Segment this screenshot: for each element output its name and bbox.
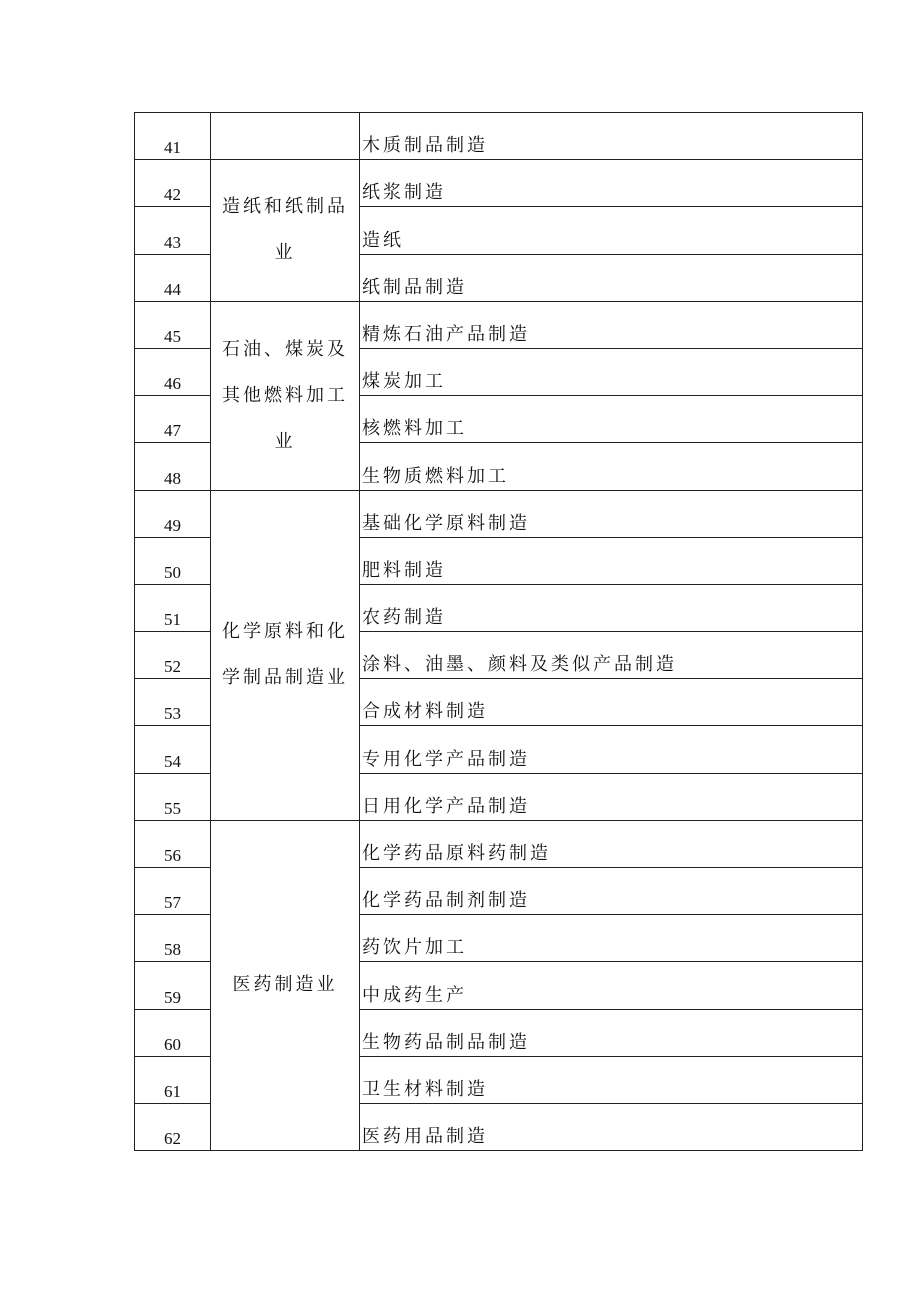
table-row: [135, 113, 863, 160]
category-label: 医药制造业: [232, 974, 338, 996]
item-name: 日用化学产品制造: [360, 773, 863, 820]
row-number: 48: [135, 443, 211, 490]
table-row: [135, 820, 863, 867]
item-name: 基础化学原料制造: [360, 490, 863, 537]
item-name: 农药制造: [360, 584, 863, 631]
table-row: [135, 160, 863, 207]
item-name: 木质制品制造: [360, 113, 863, 160]
row-number: 62: [135, 1103, 211, 1150]
category-cell: [211, 490, 360, 820]
table-row: [135, 301, 863, 348]
item-name: 化学药品原料药制造: [360, 820, 863, 867]
row-number: 57: [135, 868, 211, 915]
row-number: 61: [135, 1056, 211, 1103]
row-number: 44: [135, 254, 211, 301]
item-name: 合成材料制造: [360, 679, 863, 726]
row-number: 42: [135, 160, 211, 207]
category-label: 化学原料和化学制品制造业: [222, 621, 348, 689]
row-number: 59: [135, 962, 211, 1009]
category-cell-empty: [211, 113, 360, 160]
row-number: 45: [135, 301, 211, 348]
category-label: 造纸和纸制品业: [222, 196, 348, 264]
row-number: 43: [135, 207, 211, 254]
row-number: 50: [135, 537, 211, 584]
row-number: 49: [135, 490, 211, 537]
item-name: 核燃料加工: [360, 396, 863, 443]
item-name: 精炼石油产品制造: [360, 301, 863, 348]
row-number: 51: [135, 584, 211, 631]
row-number: 41: [135, 113, 211, 160]
row-number: 54: [135, 726, 211, 773]
item-name: 纸浆制造: [360, 160, 863, 207]
row-number: 46: [135, 348, 211, 395]
item-name: 卫生材料制造: [360, 1056, 863, 1103]
item-name: 涂料、油墨、颜料及类似产品制造: [360, 632, 863, 679]
item-name: 化学药品制剂制造: [360, 868, 863, 915]
row-number: 58: [135, 915, 211, 962]
category-cell: [211, 820, 360, 1150]
category-label: 石油、煤炭及其他燃料加工业: [222, 338, 348, 452]
item-name: 纸制品制造: [360, 254, 863, 301]
item-name: 医药用品制造: [360, 1103, 863, 1150]
row-number: 56: [135, 820, 211, 867]
item-name: 药饮片加工: [360, 915, 863, 962]
category-cell: [211, 301, 360, 490]
row-number: 55: [135, 773, 211, 820]
category-cell: [211, 160, 360, 302]
item-name: 生物质燃料加工: [360, 443, 863, 490]
row-number: 53: [135, 679, 211, 726]
row-number: 60: [135, 1009, 211, 1056]
row-number: 47: [135, 396, 211, 443]
item-name: 肥料制造: [360, 537, 863, 584]
item-name: 造纸: [360, 207, 863, 254]
item-name: 生物药品制品制造: [360, 1009, 863, 1056]
table-row: [135, 490, 863, 537]
item-name: 煤炭加工: [360, 348, 863, 395]
item-name: 中成药生产: [360, 962, 863, 1009]
row-number: 52: [135, 632, 211, 679]
item-name: 专用化学产品制造: [360, 726, 863, 773]
industry-table: [134, 112, 863, 1151]
